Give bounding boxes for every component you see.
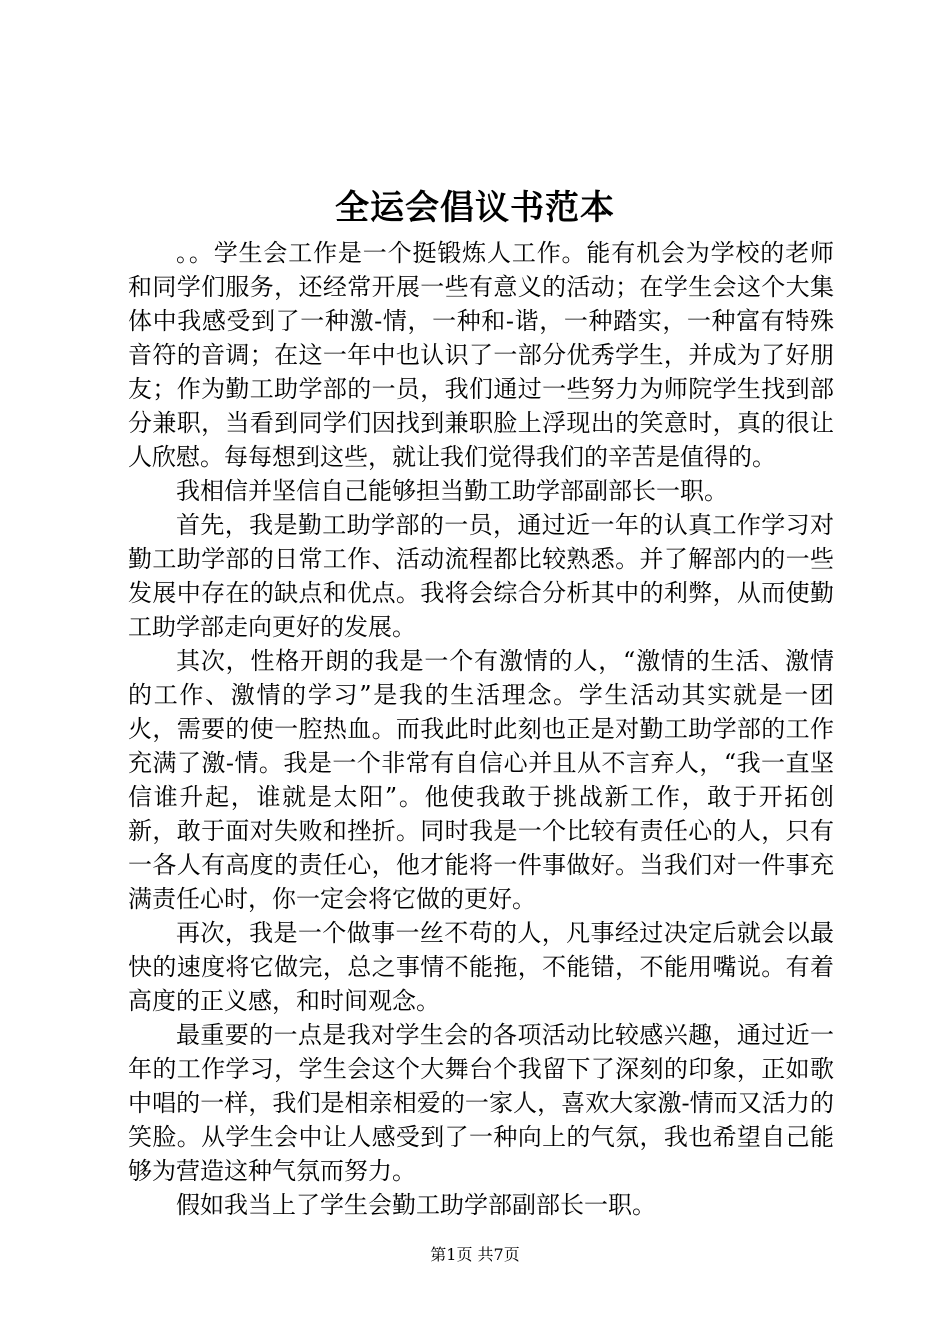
paragraph-5: 再次，我是一个做事一丝不苟的人，凡事经过决定后就会以最快的速度将它做完，总之事情不能拖，不能错，不能用嘴说。有着高度的正义感，和时间观念。 xyxy=(128,919,834,1015)
page-number-footer: 第1页 共7页 xyxy=(430,1245,520,1264)
document-body xyxy=(128,236,834,1222)
paragraph-6: 最重要的一点是我对学生会的各项活动比较感兴趣，通过近一年的工作学习，学生会这个大舞台个我留下了深刻的印象，正如歌中唱的一样，我们是相亲相爱的一家人，喜欢大家激-情而又活力的笑脸。从学生会中让人感受到了一种向上的气氛，我也希望自己能够为营造这种气氛而努力。 xyxy=(128,1021,834,1185)
paragraph-7: 假如我当上了学生会勤工助学部副部长一职。 xyxy=(176,1191,656,1219)
paragraph-3: 首先，我是勤工助学部的一员，通过近一年的认真工作学习对勤工助学部的日常工作、活动流程都比较熟悉。并了解部内的一些发展中存在的缺点和优点。我将会综合分析其中的利弊，从而使勤工助学部走向更好的发展。 xyxy=(128,511,834,641)
paragraph-2: 我相信并坚信自己能够担当勤工助学部副部长一职。 xyxy=(176,477,728,505)
paragraph-1: 。。学生会工作是一个挺锻炼人工作。能有机会为学校的老师和同学们服务，还经常开展一些有意义的活动；在学生会这个大集体中我感受到了一种激-情，一种和-谐，一种踏实，一种富有特殊音符的音调；在这一年中也认识了一部分优秀学生，并成为了好朋友；作为勤工助学部的一员，我们通过一些努力为师院学生找到部分兼职，当看到同学们因找到兼职脸上浮现出的笑意时，真的很让人欣慰。每每想到这些，就让我们觉得我们的辛苦是值得的。 xyxy=(128,239,834,471)
document-title: 全运会倡议书范本 xyxy=(335,188,615,228)
paragraph-4: 其次，性格开朗的我是一个有激情的人，“激情的生活、激情的工作、激情的学习”是我的生活理念。学生活动其实就是一团火，需要的使一腔热血。而我此时此刻也正是对勤工助学部的工作充满了激-情。我是一个非常有自信心并且从不言弃人，“我一直坚信谁升起，谁就是太阳”。他使我敢于挑战新工作，敢于开拓创新，敢于面对失败和挫折。同时我是一个比较有责任心的人，只有一各人有高度的责任心，他才能将一件事做好。当我们对一件事充满责任心时，你一定会将它做的更好。 xyxy=(128,647,834,913)
